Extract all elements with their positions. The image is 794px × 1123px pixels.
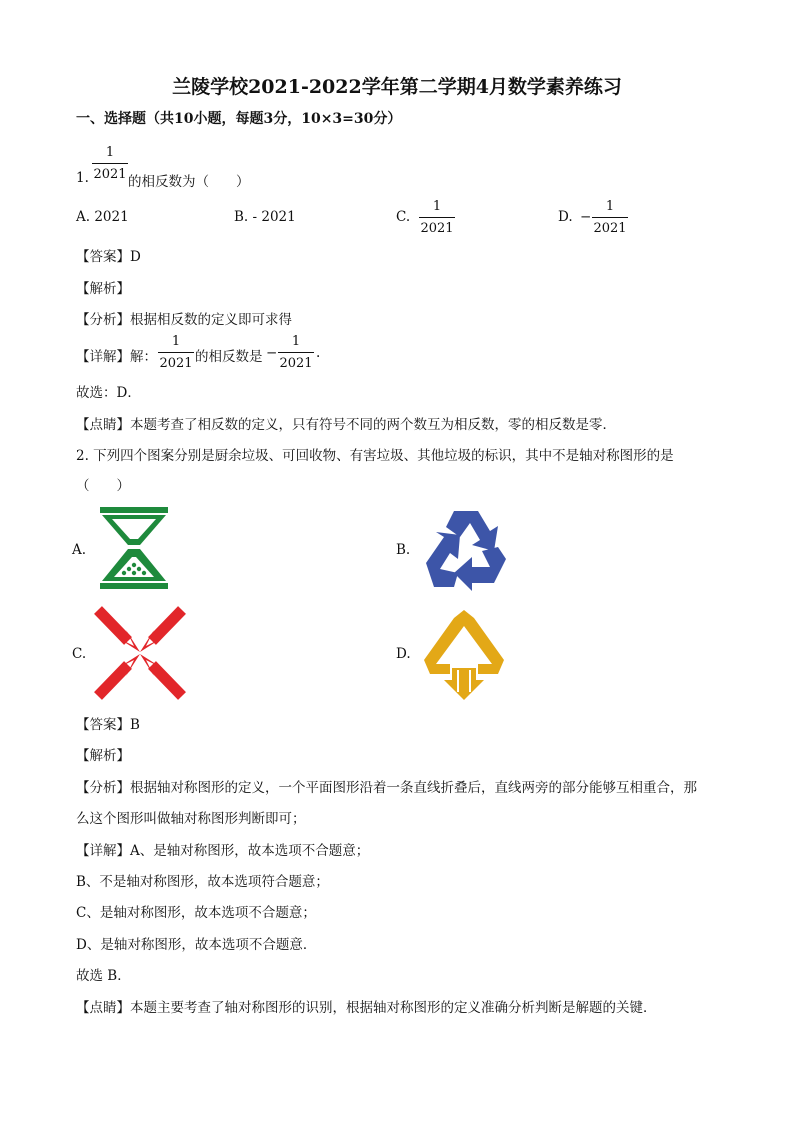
q1-analysis-heading: 【解析】 <box>76 281 130 297</box>
q1-option-c-num: 1 <box>432 199 442 214</box>
q1-comment: 【点睛】本题考查了相反数的定义，只有符号不同的两个数互为相反数，零的相反数是零． <box>76 417 616 433</box>
page-title: 兰陵学校2021-2022学年第二学期4月数学素养练习 <box>172 76 622 98</box>
q1-detail-prefix: 【详解】解： <box>76 349 157 365</box>
q1-detail-mid: 的相反数是 <box>195 349 263 365</box>
q2-stem: 2. 下列四个图案分别是厨余垃圾、可回收物、有害垃圾、其他垃圾的标识，其中不是轴对称图形的是 <box>76 448 674 464</box>
q2-analysis-line-2: 么这个图形叫做轴对称图形判断即可； <box>76 811 306 827</box>
q1-stem: 的相反数为（ ） <box>128 174 250 190</box>
kitchen-waste-symbol <box>96 505 172 591</box>
q1-option-b: B. - 2021 <box>234 209 296 225</box>
hazardous-waste-symbol <box>94 606 186 700</box>
section-heading: 一、选择题（共10小题，每题3分，10×3=30分） <box>76 111 402 127</box>
q1-analysis: 【分析】根据相反数的定义即可求得 <box>76 312 292 328</box>
q2-detail-a: 【详解】A、是轴对称图形，故本选项不合题意； <box>76 843 370 859</box>
q1-option-d-sign: − <box>580 209 592 225</box>
q1-detail-num-2: 1 <box>291 334 301 349</box>
q2-choice: 故选 B． <box>76 968 131 984</box>
q2-detail-b: B、不是轴对称图形，故本选项符合题意； <box>76 874 329 890</box>
q1-frac-den: 2021 <box>93 167 127 182</box>
q1-answer: 【答案】D <box>76 249 141 265</box>
q2-label-d: D. <box>396 646 411 662</box>
recycle-icon <box>420 507 512 591</box>
q1-option-c-label: C. <box>396 209 411 225</box>
q1-option-d-fraction <box>592 200 628 235</box>
q1-option-d-den: 2021 <box>593 221 627 236</box>
q1-detail-end: . <box>316 345 321 361</box>
q1-option-a: A. 2021 <box>76 209 129 225</box>
q1-option-d-num: 1 <box>605 199 615 214</box>
q2-label-b: B. <box>396 542 411 558</box>
q1-detail-num: 1 <box>171 334 181 349</box>
q1-option-c-den: 2021 <box>420 221 454 236</box>
q2-answer: 【答案】B <box>76 717 140 733</box>
q2-paren: （ ） <box>76 478 130 494</box>
q2-detail-d: D、是轴对称图形，故本选项不合题意． <box>76 937 317 953</box>
q2-analysis-line-1: 【分析】根据轴对称图形的定义，一个平面图形沿着一条直线折叠后，直线两旁的部分能够互相重合，那 <box>76 780 697 796</box>
q1-detail-den: 2021 <box>159 356 193 371</box>
q1-fraction <box>92 146 128 181</box>
q2-label-c: C. <box>72 646 87 662</box>
q1-number: 1. <box>76 170 89 186</box>
q2-label-a: A. <box>72 542 87 558</box>
other-waste-symbol <box>420 608 508 702</box>
q1-detail-sign: − <box>266 345 278 361</box>
q1-choice: 故选：D． <box>76 385 141 401</box>
q1-frac-num: 1 <box>105 145 115 160</box>
q1-option-c-fraction <box>419 200 455 235</box>
q2-analysis-heading: 【解析】 <box>76 748 130 764</box>
q1-option-d-label: D. <box>558 209 573 225</box>
q1-detail-fraction-2 <box>278 335 314 370</box>
q1-detail-fraction <box>158 335 194 370</box>
q2-comment: 【点睛】本题主要考查了轴对称图形的识别，根据轴对称图形的定义准确分析判断是解题的关键． <box>76 1000 657 1016</box>
q2-detail-c: C、是轴对称图形，故本选项不合题意； <box>76 905 316 921</box>
q1-detail-den-2: 2021 <box>279 356 313 371</box>
